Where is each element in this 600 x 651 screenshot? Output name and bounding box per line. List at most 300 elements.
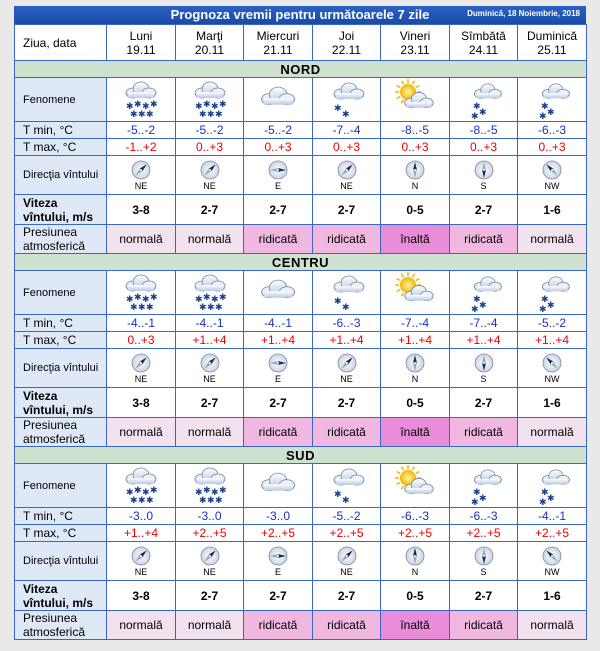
snow-flurry-cloud-icon xyxy=(518,271,587,315)
tmin-value: -4..-1 xyxy=(176,315,244,332)
svg-text:✱: ✱ xyxy=(206,302,215,313)
tmin-label: T min, °C xyxy=(15,508,107,525)
pressure-label: Presiunea atmosferică xyxy=(15,225,107,254)
wind-direction-cell xyxy=(518,349,587,388)
wind-direction-cell xyxy=(313,542,381,581)
title-bar xyxy=(14,6,586,24)
wind-speed-value: 3-8 xyxy=(107,581,176,611)
svg-text:✱: ✱ xyxy=(138,495,146,506)
tmin-row xyxy=(15,315,587,332)
compass-icon xyxy=(131,160,151,180)
svg-text:✱: ✱ xyxy=(472,487,481,498)
region-name: CENTRU xyxy=(15,254,587,271)
wind-direction-text: S xyxy=(480,566,487,577)
wind-speed-value: 0-5 xyxy=(381,388,450,418)
tmax-value: -1..+2 xyxy=(107,139,176,156)
day-name: Joi xyxy=(338,28,355,43)
forecast-widget xyxy=(14,6,586,640)
wind-speed-value: 2-7 xyxy=(450,581,518,611)
tmin-value: -3..0 xyxy=(107,508,176,525)
wind-direction-text: NE xyxy=(134,373,148,384)
compass-icon xyxy=(268,546,288,566)
tmax-value: 0..+3 xyxy=(244,139,313,156)
compass-icon xyxy=(200,160,220,180)
svg-text:✱: ✱ xyxy=(472,294,481,305)
svg-text:✱: ✱ xyxy=(218,292,227,303)
snow-flurry-cloud-icon xyxy=(518,78,587,122)
wind-speed-value: 0-5 xyxy=(381,581,450,611)
svg-text:✱: ✱ xyxy=(202,292,211,303)
tmax-value: +2..+5 xyxy=(518,525,587,542)
svg-text:✱: ✱ xyxy=(206,109,215,120)
wind-speed-value: 1-6 xyxy=(518,581,587,611)
tmin-value: -8..-5 xyxy=(381,122,450,139)
region-name: NORD xyxy=(15,61,587,78)
wind-speed-value: 2-7 xyxy=(313,581,381,611)
wind-speed-value: 0-5 xyxy=(381,195,450,225)
pressure-value: ridicată xyxy=(244,225,313,254)
pressure-label: Presiunea atmosferică xyxy=(15,611,107,640)
svg-text:✱: ✱ xyxy=(341,109,350,120)
day-name: Miercuri xyxy=(256,28,300,43)
compass-icon xyxy=(200,546,220,566)
day-date: 23.11 xyxy=(400,42,430,57)
svg-text:✱: ✱ xyxy=(134,292,142,303)
compass-icon xyxy=(337,546,357,566)
svg-text:✱: ✱ xyxy=(134,485,142,496)
svg-text:✱: ✱ xyxy=(539,304,547,314)
wind-direction-text: E xyxy=(274,373,281,384)
wind-speed-value: 2-7 xyxy=(313,195,381,225)
compass-icon xyxy=(405,160,425,180)
wind-speed-label: Viteza vîntului, m/s xyxy=(15,195,107,225)
tmax-value: +1..+4 xyxy=(518,332,587,349)
tmax-value: +2..+5 xyxy=(176,525,244,542)
tmin-label: T min, °C xyxy=(15,122,107,139)
wind-speed-row xyxy=(15,581,587,611)
tmin-value: -5..-2 xyxy=(244,122,313,139)
wind-direction-cell xyxy=(313,156,381,195)
day-header xyxy=(176,25,244,61)
svg-text:✱: ✱ xyxy=(478,107,487,118)
svg-text:✱: ✱ xyxy=(341,302,350,313)
compass-icon xyxy=(337,160,357,180)
wind-direction-cell xyxy=(107,156,176,195)
compass-icon xyxy=(131,353,151,373)
tmax-value: 0..+3 xyxy=(381,139,450,156)
svg-text:✱: ✱ xyxy=(130,495,138,506)
region-name: SUD xyxy=(15,447,587,464)
day-date: 19.11 xyxy=(126,42,156,57)
tmax-value: 0..+3 xyxy=(450,139,518,156)
header-label: Ziua, data xyxy=(15,25,107,61)
svg-text:✱: ✱ xyxy=(218,485,227,496)
wind-speed-value: 2-7 xyxy=(244,195,313,225)
wind-direction-cell xyxy=(450,349,518,388)
wind-direction-text: NW xyxy=(544,566,560,577)
svg-text:✱: ✱ xyxy=(210,487,219,498)
wind-direction-text: NE xyxy=(134,180,148,191)
region-header xyxy=(15,447,587,464)
tmax-value: 0..+3 xyxy=(176,139,244,156)
tmax-label: T max, °C xyxy=(15,139,107,156)
wind-direction-cell xyxy=(313,349,381,388)
wind-speed-value: 2-7 xyxy=(450,388,518,418)
day-header xyxy=(107,25,176,61)
wind-direction-cell xyxy=(450,156,518,195)
phenomena-row xyxy=(15,464,587,508)
pressure-row xyxy=(15,418,587,447)
tmax-value: +1..+4 xyxy=(107,525,176,542)
phenomena-label: Fenomene xyxy=(15,271,107,315)
svg-text:✱: ✱ xyxy=(214,495,223,506)
wind-direction-text: NW xyxy=(544,180,560,191)
wind-direction-cell xyxy=(244,542,313,581)
wind-speed-value: 1-6 xyxy=(518,388,587,418)
tmax-row xyxy=(15,139,587,156)
svg-text:✱: ✱ xyxy=(547,300,555,311)
svg-text:✱: ✱ xyxy=(138,302,146,313)
day-date: 22.11 xyxy=(331,42,362,57)
day-date: 20.11 xyxy=(194,42,225,57)
pressure-value: normală xyxy=(176,611,244,640)
compass-icon xyxy=(405,353,425,373)
wind-direction-cell xyxy=(176,156,244,195)
wind-speed-value: 2-7 xyxy=(313,388,381,418)
tmin-value: -3..0 xyxy=(176,508,244,525)
wind-direction-text: NW xyxy=(544,373,560,384)
svg-text:✱: ✱ xyxy=(130,109,138,120)
snow-cloud-icon xyxy=(107,271,176,315)
wind-direction-text: NE xyxy=(340,373,353,384)
tmax-value: +1..+4 xyxy=(244,332,313,349)
tmin-value: -4..-1 xyxy=(107,315,176,332)
tmin-value: -3..0 xyxy=(244,508,313,525)
compass-icon xyxy=(542,353,562,373)
svg-text:✱: ✱ xyxy=(198,495,207,506)
svg-text:✱: ✱ xyxy=(142,487,150,498)
cloud-icon xyxy=(244,464,313,508)
compass-icon xyxy=(337,353,357,373)
svg-text:✱: ✱ xyxy=(142,101,150,112)
page-title: Prognoza vremii pentru următoarele 7 zile xyxy=(170,7,430,22)
svg-text:✱: ✱ xyxy=(150,99,158,110)
partly-sunny-icon xyxy=(381,271,450,315)
tmin-row xyxy=(15,508,587,525)
pressure-row xyxy=(15,225,587,254)
wind-direction-row xyxy=(15,156,587,195)
wind-direction-text: NE xyxy=(203,373,216,384)
svg-text:✱: ✱ xyxy=(341,495,350,506)
day-header xyxy=(450,25,518,61)
snow-flurry-cloud-icon xyxy=(450,464,518,508)
svg-text:✱: ✱ xyxy=(333,103,342,114)
wind-direction-text: NE xyxy=(203,180,216,191)
svg-text:✱: ✱ xyxy=(198,109,207,120)
tmin-value: -4..-1 xyxy=(244,315,313,332)
wind-direction-cell xyxy=(450,542,518,581)
forecast-table xyxy=(14,24,587,640)
pressure-value: normală xyxy=(107,225,176,254)
tmax-value: +1..+4 xyxy=(176,332,244,349)
day-name: Luni xyxy=(129,28,153,43)
light-snow-cloud-icon xyxy=(313,271,381,315)
pressure-value: ridicată xyxy=(450,611,518,640)
day-header xyxy=(244,25,313,61)
phenomena-row xyxy=(15,271,587,315)
svg-text:✱: ✱ xyxy=(146,302,154,313)
wind-direction-text: NE xyxy=(340,180,353,191)
pressure-value: ridicată xyxy=(313,611,381,640)
pressure-value: normală xyxy=(176,418,244,447)
compass-icon xyxy=(200,353,220,373)
svg-text:✱: ✱ xyxy=(134,99,142,110)
wind-direction-cell xyxy=(518,156,587,195)
tmax-row xyxy=(15,332,587,349)
light-snow-cloud-icon xyxy=(313,464,381,508)
wind-direction-cell xyxy=(176,349,244,388)
day-date: 24.11 xyxy=(468,42,499,57)
tmax-value: 0..+3 xyxy=(313,139,381,156)
snow-flurry-cloud-icon xyxy=(450,271,518,315)
wind-speed-row xyxy=(15,388,587,418)
compass-icon xyxy=(131,546,151,566)
svg-text:✱: ✱ xyxy=(478,493,487,504)
svg-text:✱: ✱ xyxy=(146,109,154,120)
svg-text:✱: ✱ xyxy=(130,302,138,313)
wind-speed-value: 2-7 xyxy=(244,388,313,418)
svg-text:✱: ✱ xyxy=(547,107,555,118)
tmin-value: -7..-4 xyxy=(313,122,381,139)
svg-text:✱: ✱ xyxy=(194,101,203,112)
snow-cloud-icon xyxy=(176,464,244,508)
svg-text:✱: ✱ xyxy=(470,497,479,507)
wind-speed-label: Viteza vîntului, m/s xyxy=(15,581,107,611)
tmax-value: 0..+3 xyxy=(518,139,587,156)
pressure-row xyxy=(15,611,587,640)
tmin-value: -6..-3 xyxy=(450,508,518,525)
day-date: 25.11 xyxy=(537,42,567,57)
wind-direction-cell xyxy=(244,349,313,388)
wind-direction-row xyxy=(15,542,587,581)
tmin-value: -4..-1 xyxy=(518,508,587,525)
svg-text:✱: ✱ xyxy=(194,294,203,305)
svg-text:✱: ✱ xyxy=(126,294,134,305)
wind-speed-value: 3-8 xyxy=(107,195,176,225)
svg-text:✱: ✱ xyxy=(150,485,158,496)
pressure-value: ridicată xyxy=(313,225,381,254)
phenomena-label: Fenomene xyxy=(15,78,107,122)
pressure-value: normală xyxy=(107,418,176,447)
compass-icon xyxy=(474,546,494,566)
compass-icon xyxy=(542,160,562,180)
day-date: 21.11 xyxy=(263,42,293,57)
wind-speed-value: 2-7 xyxy=(244,581,313,611)
wind-direction-text: E xyxy=(274,180,281,191)
snow-flurry-cloud-icon xyxy=(450,78,518,122)
day-name: Marţi xyxy=(196,28,223,43)
tmin-value: -6..-3 xyxy=(381,508,450,525)
svg-text:✱: ✱ xyxy=(126,101,134,112)
snow-cloud-icon xyxy=(176,78,244,122)
cloud-icon xyxy=(244,78,313,122)
svg-text:✱: ✱ xyxy=(202,485,211,496)
day-name: Sîmbătă xyxy=(461,28,506,43)
svg-text:✱: ✱ xyxy=(470,111,479,121)
day-name: Duminică xyxy=(526,28,577,43)
current-date: Duminică, 18 Noiembrie, 2018 xyxy=(467,9,580,18)
svg-text:✱: ✱ xyxy=(206,495,215,506)
svg-text:✱: ✱ xyxy=(547,493,555,504)
wind-direction-row xyxy=(15,349,587,388)
svg-text:✱: ✱ xyxy=(210,101,219,112)
svg-text:✱: ✱ xyxy=(138,109,146,120)
snow-cloud-icon xyxy=(176,271,244,315)
pressure-value: ridicată xyxy=(450,225,518,254)
tmax-value: 0..+3 xyxy=(107,332,176,349)
partly-sunny-icon xyxy=(381,464,450,508)
tmin-value: -7..-4 xyxy=(381,315,450,332)
phenomena-label: Fenomene xyxy=(15,464,107,508)
svg-text:✱: ✱ xyxy=(214,302,223,313)
pressure-label: Presiunea atmosferică xyxy=(15,418,107,447)
wind-direction-label: Direcţia vîntului xyxy=(15,542,107,581)
svg-text:✱: ✱ xyxy=(146,495,154,506)
snow-cloud-icon xyxy=(107,78,176,122)
tmax-value: +2..+5 xyxy=(313,525,381,542)
pressure-value: normală xyxy=(107,611,176,640)
svg-text:✱: ✱ xyxy=(333,296,342,307)
light-snow-cloud-icon xyxy=(313,78,381,122)
svg-text:✱: ✱ xyxy=(214,109,223,120)
svg-text:✱: ✱ xyxy=(126,487,134,498)
svg-text:✱: ✱ xyxy=(472,101,481,112)
tmin-value: -7..-4 xyxy=(450,315,518,332)
tmax-value: +2..+5 xyxy=(244,525,313,542)
snow-flurry-cloud-icon xyxy=(518,464,587,508)
svg-text:✱: ✱ xyxy=(198,302,207,313)
tmax-row xyxy=(15,525,587,542)
compass-icon xyxy=(405,546,425,566)
wind-direction-label: Direcţia vîntului xyxy=(15,349,107,388)
pressure-value: înaltă xyxy=(381,225,450,254)
cloud-icon xyxy=(244,271,313,315)
wind-speed-value: 2-7 xyxy=(176,388,244,418)
wind-direction-cell xyxy=(381,349,450,388)
pressure-value: ridicată xyxy=(244,611,313,640)
pressure-value: normală xyxy=(176,225,244,254)
wind-speed-value: 2-7 xyxy=(176,581,244,611)
wind-direction-cell xyxy=(244,156,313,195)
wind-direction-cell xyxy=(107,542,176,581)
svg-text:✱: ✱ xyxy=(150,292,158,303)
wind-direction-text: N xyxy=(411,373,419,384)
snow-cloud-icon xyxy=(107,464,176,508)
tmin-label: T min, °C xyxy=(15,315,107,332)
partly-sunny-icon xyxy=(381,78,450,122)
tmin-value: -5..-2 xyxy=(518,315,587,332)
svg-text:✱: ✱ xyxy=(539,111,547,121)
region-header xyxy=(15,254,587,271)
compass-icon xyxy=(474,353,494,373)
svg-text:✱: ✱ xyxy=(541,294,549,305)
day-header xyxy=(313,25,381,61)
svg-text:✱: ✱ xyxy=(539,497,547,507)
svg-text:✱: ✱ xyxy=(142,294,150,305)
day-name: Vineri xyxy=(399,28,431,43)
wind-speed-value: 2-7 xyxy=(176,195,244,225)
svg-text:✱: ✱ xyxy=(478,300,487,311)
svg-text:✱: ✱ xyxy=(202,99,211,110)
wind-direction-cell xyxy=(381,542,450,581)
wind-direction-cell xyxy=(518,542,587,581)
pressure-value: normală xyxy=(518,225,587,254)
day-header xyxy=(518,25,587,61)
svg-text:✱: ✱ xyxy=(210,294,219,305)
tmin-value: -5..-2 xyxy=(176,122,244,139)
wind-speed-value: 3-8 xyxy=(107,388,176,418)
wind-speed-label: Viteza vîntului, m/s xyxy=(15,388,107,418)
pressure-value: înaltă xyxy=(381,418,450,447)
svg-text:✱: ✱ xyxy=(218,99,227,110)
wind-direction-text: N xyxy=(411,180,419,191)
svg-text:✱: ✱ xyxy=(333,489,342,500)
tmax-value: +2..+5 xyxy=(381,525,450,542)
wind-direction-cell xyxy=(176,542,244,581)
compass-icon xyxy=(542,546,562,566)
tmin-value: -6..-3 xyxy=(518,122,587,139)
compass-icon xyxy=(268,353,288,373)
tmax-value: +1..+4 xyxy=(450,332,518,349)
svg-text:✱: ✱ xyxy=(194,487,203,498)
tmin-value: -8..-5 xyxy=(450,122,518,139)
wind-direction-text: NE xyxy=(134,566,148,577)
wind-direction-label: Direcţia vîntului xyxy=(15,156,107,195)
wind-direction-text: S xyxy=(480,180,487,191)
wind-direction-text: N xyxy=(411,566,419,577)
tmax-label: T max, °C xyxy=(15,525,107,542)
phenomena-row xyxy=(15,78,587,122)
pressure-value: normală xyxy=(518,418,587,447)
pressure-value: ridicată xyxy=(313,418,381,447)
tmax-value: +1..+4 xyxy=(381,332,450,349)
svg-text:✱: ✱ xyxy=(470,304,479,314)
wind-speed-value: 2-7 xyxy=(450,195,518,225)
svg-text:✱: ✱ xyxy=(541,487,549,498)
tmin-value: -5..-2 xyxy=(313,508,381,525)
tmax-value: +1..+4 xyxy=(313,332,381,349)
tmin-row xyxy=(15,122,587,139)
pressure-value: înaltă xyxy=(381,611,450,640)
pressure-value: ridicată xyxy=(450,418,518,447)
wind-direction-text: NE xyxy=(340,566,353,577)
region-header xyxy=(15,61,587,78)
svg-text:✱: ✱ xyxy=(541,101,549,112)
compass-icon xyxy=(268,160,288,180)
tmin-value: -6..-3 xyxy=(313,315,381,332)
wind-direction-cell xyxy=(381,156,450,195)
wind-direction-text: S xyxy=(480,373,487,384)
tmax-value: +2..+5 xyxy=(450,525,518,542)
wind-speed-value: 1-6 xyxy=(518,195,587,225)
pressure-value: normală xyxy=(518,611,587,640)
tmax-label: T max, °C xyxy=(15,332,107,349)
day-header xyxy=(381,25,450,61)
wind-direction-text: NE xyxy=(203,566,216,577)
compass-icon xyxy=(474,160,494,180)
header-row xyxy=(15,25,587,61)
wind-direction-text: E xyxy=(274,566,281,577)
